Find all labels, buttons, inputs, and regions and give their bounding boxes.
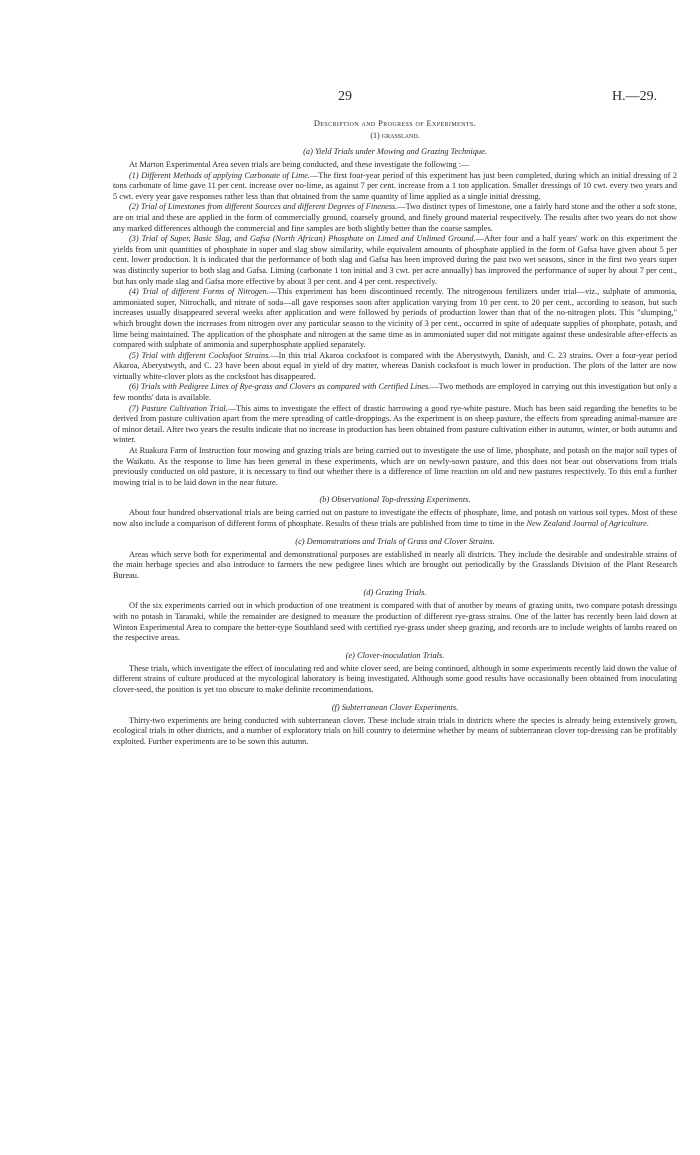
paragraph-ruakura: At Ruakura Farm of Instruction four mowing and grazing trials are being carried out to investigate the use of lime, phosphate, and potash on the major soil types of the Waikato. As the response to lime has been general in these experiments, which are on newly-sown pasture, and this does not bear out observations from trials previously conducted on old pasture, it is necessary to find out whether there is a difference of lime reaction on old and new pastures respectively. To this end a further mowing trial is to be laid down in the near future. [113, 446, 677, 487]
paragraph-item-1: (1) Different Methods of applying Carbonate of Lime.—The first four-year period of this experiment has just been completed, during which an initial dressing of 2 tons carbonate of lime gave 11 per cent. increase over no-lime, as against 7 per cent. increase from a 1 ton application. Smaller dressings of 10 cwt. every two years and 5 cwt. every year gave responses rather less than that obtained from the same quantity of lime applied as a single initial dressing. [113, 170, 677, 201]
paragraph-item-7: (7) Pasture Cultivation Trial.—This aims to investigate the effect of drastic harrowing a good rye-white pasture. Much has been said regarding the benefits to be derived from pasture cultivation apart from the mere spreading of cattle-droppings. As the experiment is on sheep pasture, the effects from spreading animal-manure are of minor detail. After two years the results indicate that no increase in production has been obtained from pasture cultivation either in autumn, winter, or both autumn and winter. [113, 403, 677, 445]
subsection-heading-e: (e) Clover-inoculation Trials. [345, 650, 445, 660]
paragraph-b: About four hundred observational trials are being carried out on pasture to investigate the effects of phosphate, lime, and potash on various soil types. Most of these now also include a comparison of different forms of phosphate. Results of these trials are published from time to time in the New Zealand Journal of Agriculture. [113, 508, 677, 528]
paragraph-item-4: (4) Trial of different Forms of Nitrogen.—This experiment has been discontinued recently. The nitrogenous fertilizers under trial—viz., sulphate of ammonia, ammoniated super, Nitrochalk, and nitrate of soda—all gave responses soon after application varying from 10 per cent. to 20 per cent., according to season, but such increases usually disappeared several weeks after application and were followed by periods of production lower than that of the no-nitrogen plots. This "slumping," which brought down the increases from nitrogen over any particular season to the vicinity of 3 per cent., occurred in spite of adequate supplies of phosphate, potash, and lime being maintained. The application of the phosphate and nitrogen at the same time as in ammoniated super did not mitigate against these undesirable after-effects as compared with sulphate of ammonia and superphosphate applied separately. [113, 287, 677, 350]
subsection-heading-a: (a) Yield Trials under Mowing and Grazing Technique. [303, 147, 487, 156]
document-reference: H.—29. [612, 89, 658, 104]
journal-title: New Zealand Journal of Agriculture [526, 519, 647, 528]
item-title: (3) Trial of Super, Basic Slag, and Gafsa (North African) Phosphate on Limed and Unlimed Ground. [129, 234, 476, 244]
paragraph-d: Of the six experiments carried out in which production of one treatment is compared with that of another by means of grazing units, two compare potash dressings with no potash in Taranaki, while the remainder are designed to measure the production of different rye-grass strains. One of the latter has recently been laid down at Winton Experimental Area to compare the better-type Southland seed with certified rye-grass under sheep grazing, and records are to include weights of lambs reared on the respective areas. [113, 601, 677, 643]
paragraph-item-2: (2) Trial of Limestones from different Sources and different Degrees of Fineness.—Two distinct types of limestone, one a fairly hard stone and the other a soft stone, are on trial and these are applied in the form of commercially ground, coarsely ground, and finely ground material respectively. The results after two years do not show any marked differences although the commercial and fine samples are both slightly better than the coarse samples. [113, 202, 677, 233]
item-title: (7) Pasture Cultivation Trial. [129, 403, 228, 413]
item-title: (5) Trial with different Cocksfoot Strains. [129, 350, 271, 360]
paragraph-intro: At Marton Experimental Area seven trials are being conducted, and these investigate the following :— [129, 160, 470, 169]
item-title: (2) Trial of Limestones from different Sources and different Degrees of Fineness. [129, 202, 398, 212]
item-title: (4) Trial of different Forms of Nitrogen. [129, 287, 269, 297]
paragraph-c: Areas which serve both for experimental and demonstrational purposes are established in nearly all districts. They include the desirable and undesirable strains of the main herbage species and also introduce to farmers the new pedigree lines which are brought out periodically by the Grasslands Division of the Plant Research Bureau. [113, 549, 677, 580]
paragraph-item-5: (5) Trial with different Cocksfoot Strains.—In this trial Akaroa cocksfoot is compared with the Aberystwyth, Danish, and C. 23 strains. Over a four-year period Akaroa, Aberystwyth, and C. 23 have been about equal in yield of dry matter, whereas Danish cocksfoot is much lower in production. The plots of the latter are now virtually white-clover plots as the cocksfoot has disappeared. [113, 350, 677, 381]
subsection-heading-f: (f) Subterranean Clover Experiments. [331, 702, 459, 712]
item-title: (6) Trials with Pedigree Lines of Rye-grass and Clovers as compared with Certified Lines. [129, 382, 431, 392]
item-title: (1) Different Methods of applying Carbonate of Lime. [129, 170, 310, 180]
page-number: 29 [338, 89, 352, 104]
subsection-heading-d: (d) Grazing Trials. [363, 588, 427, 598]
paragraph-f: Thirty-two experiments are being conducted with subterranean clover. These include strain trials in districts where the species is already being extensively grown, ecological trials in other districts, and a number of exploratory trials on hill country to determine whether by means of subterranean clover top-dressing can be profitably exploited. Further experiments are to be sown this autumn. [113, 715, 677, 746]
paragraph-item-6: (6) Trials with Pedigree Lines of Rye-grass and Clovers as compared with Certified Lines.—Two methods are employed in carrying out this investigation but only a few months' data is available. [113, 382, 677, 403]
paragraph-item-3: (3) Trial of Super, Basic Slag, and Gafsa (North African) Phosphate on Limed and Unlimed Ground.—After four and a half years' work on this experiment the yields from unit quantities of phosphate in super and slag show similarity, while equivalent amounts of phosphate applied in the form of Gafsa have given about 5 per cent. lower production. It is indicated that the performance of both slag and Gafsa has been improved during the past two wet seasons, since in the first two years super was distinctly superior to both slag and Gafsa. Liming (carbonate 1 ton initial and 3 cwt. per acre annually) has improved the performance of super by about 7 per cent., but has only made slag and Gafsa more effective by about 3 per cent. and 4 per cent. respectively. [113, 234, 677, 286]
subsection-heading-c: (c) Demonstrations and Trials of Grass and Clover Strains. [295, 536, 495, 546]
document-body [113, 119, 677, 747]
subsection-heading-b: (b) Observational Top-dressing Experiments. [319, 495, 471, 505]
paragraph-e: These trials, which investigate the effect of inoculating red and white clover seed, are being continued, although in some experiments recently laid down the value of different strains of culture produced at the mycological laboratory is being investigated. Although some good results have occasionally been obtained from inoculating clover-seed, the position is yet too obscure to make definite recommendations. [113, 663, 677, 694]
page-title: Description and Progress of Experiments. [313, 119, 477, 128]
section-heading: (1) grassland. [370, 131, 420, 140]
